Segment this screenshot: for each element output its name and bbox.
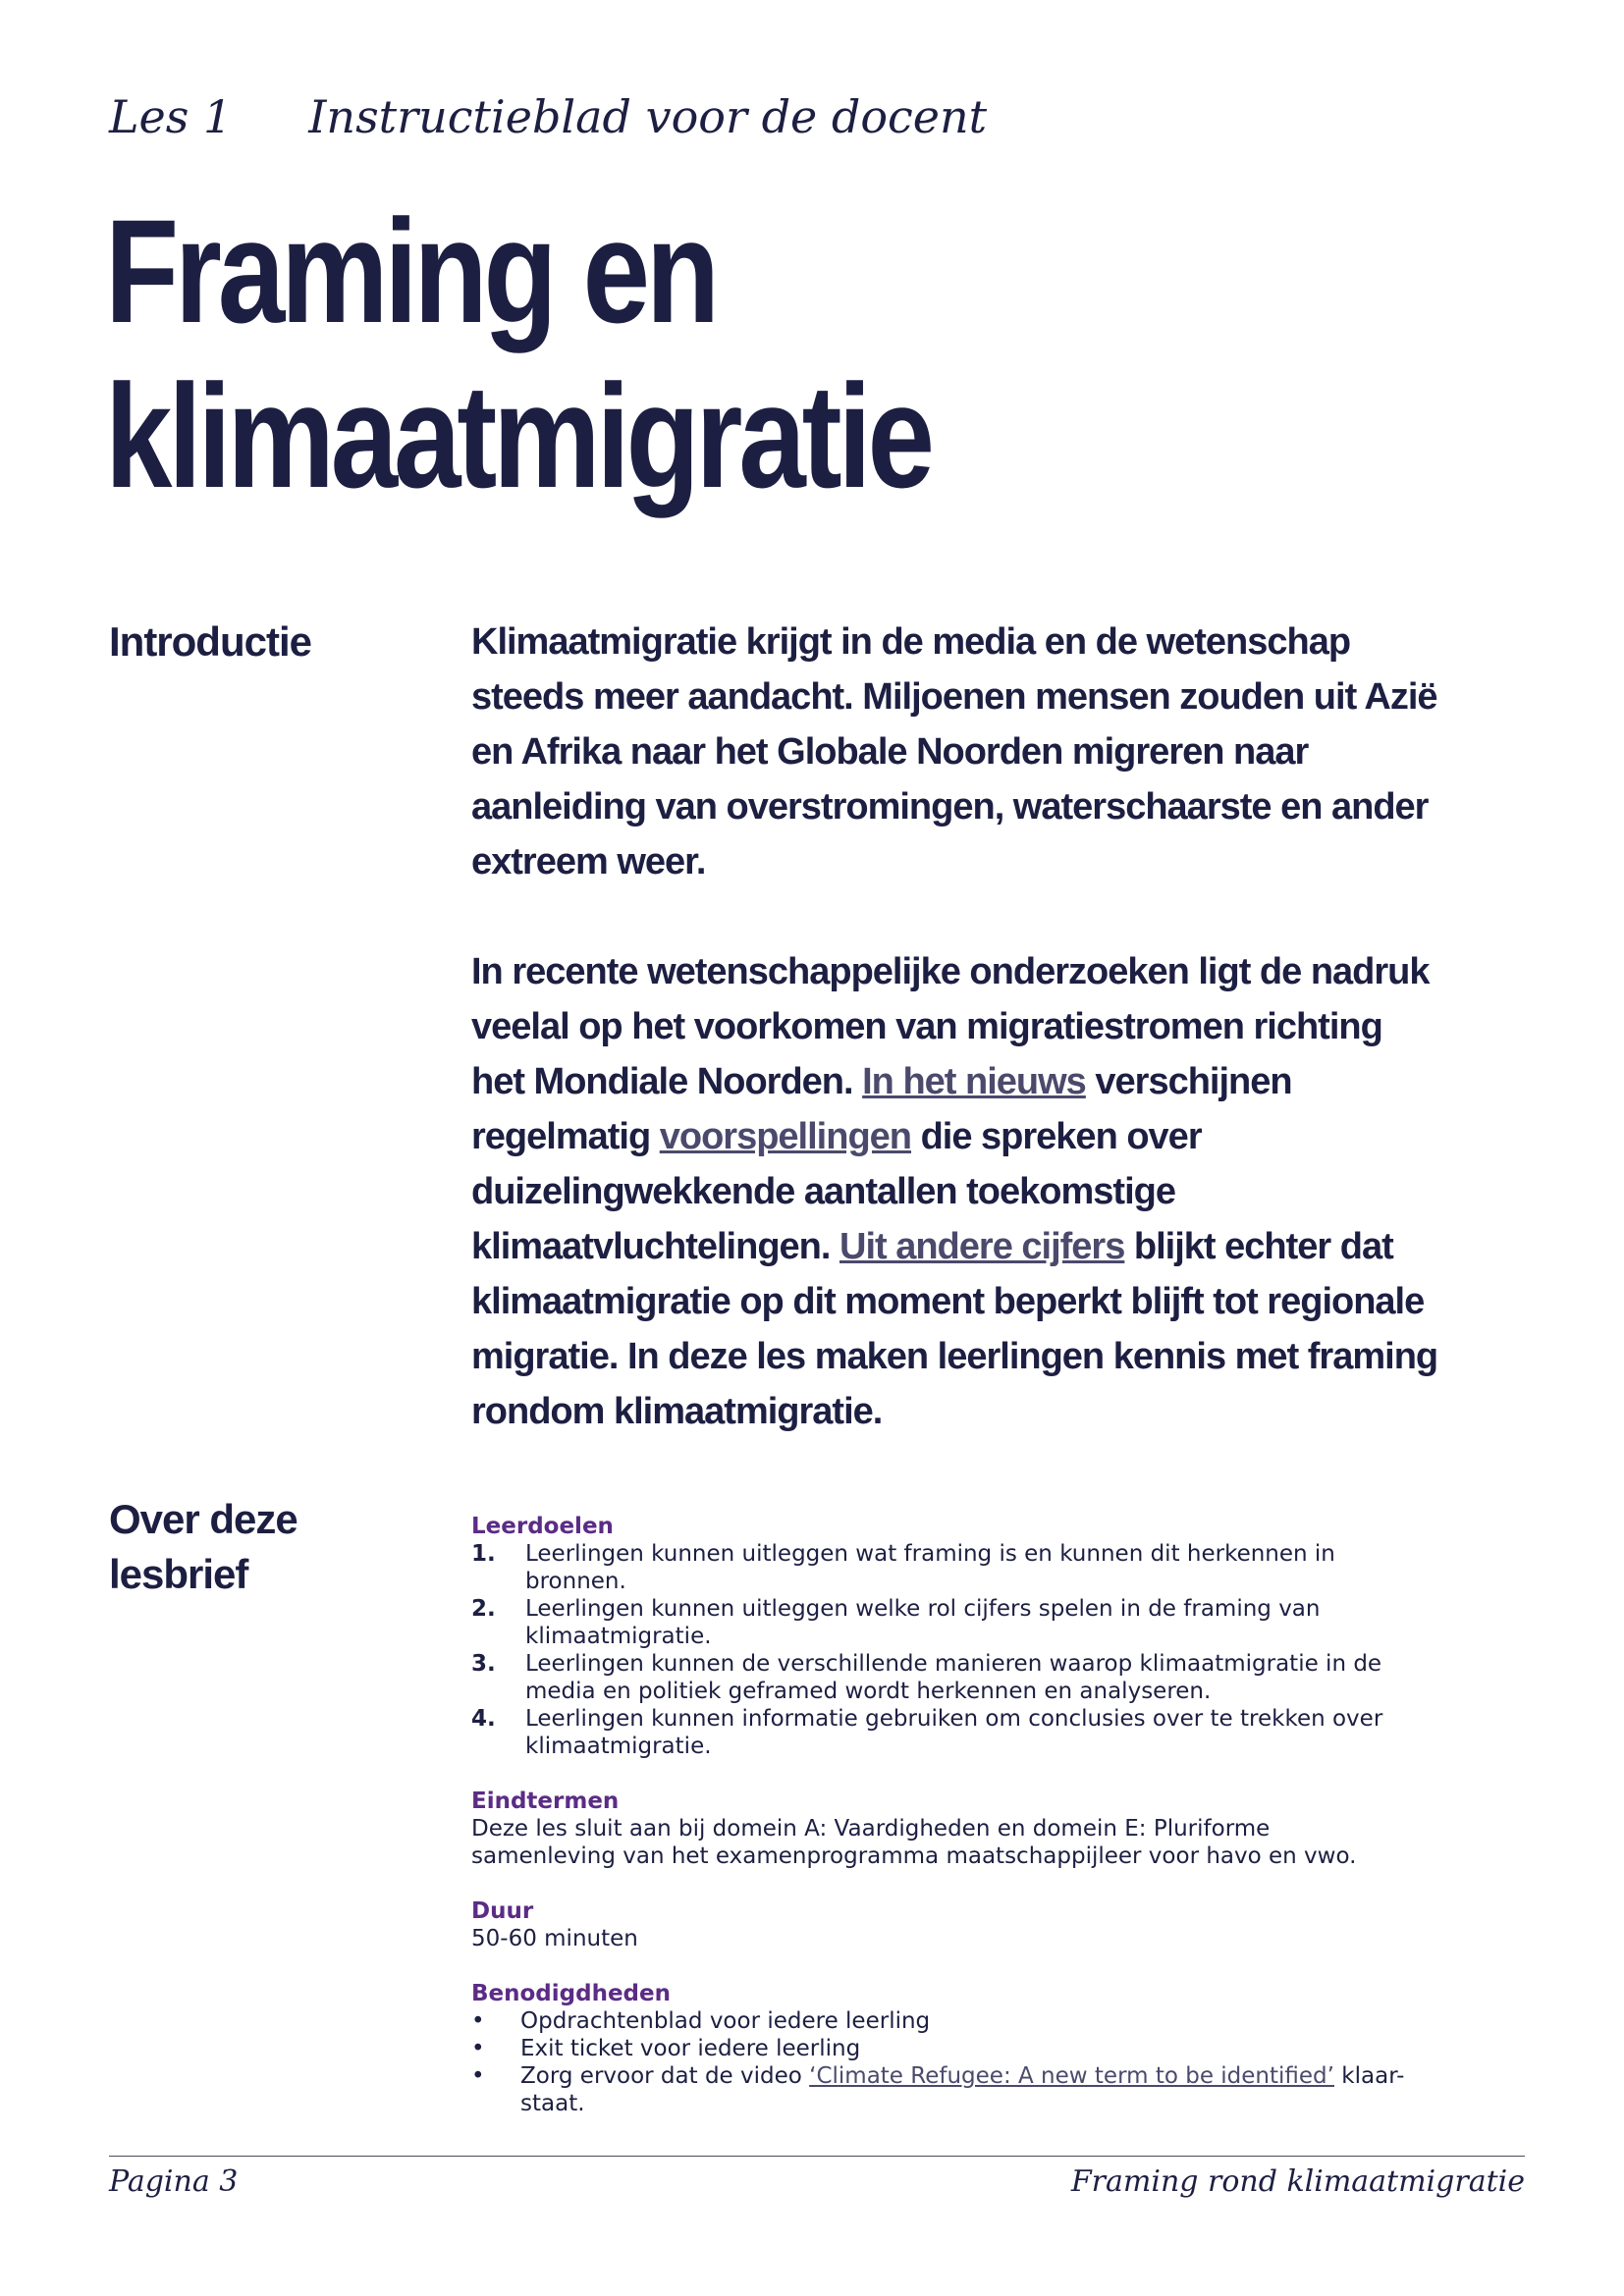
about-label xyxy=(109,1492,298,1602)
link-in-het-nieuws[interactable]: In het nieuws xyxy=(862,1061,1086,1102)
bullet-icon: • xyxy=(471,2063,485,2089)
goal-text: Leerlingen kunnen informatie gebruiken om conclusies over te trekken over klimaatmigratie. xyxy=(525,1706,1383,1759)
endterms-text: Deze les sluit aan bij domein A: Vaardigheden en domein E: Pluriforme samenleving van het examenprogramma maatschappijleer voor havo en vwo. xyxy=(471,1816,1357,1869)
supply-text: klaar-staat. xyxy=(520,2063,1405,2116)
list-item xyxy=(471,1705,1414,1760)
lesson-details xyxy=(471,1513,1414,2145)
list-item xyxy=(471,2035,1414,2062)
intro-text-span: die spreken over duizelingwekkende aantallen toekomstige klimaatvluchtelingen. xyxy=(471,1116,1202,1267)
supply-text: Zorg ervoor dat de video xyxy=(520,2063,810,2089)
supply-text: Opdrachtenblad voor iedere leerling xyxy=(520,2008,931,2034)
intro-paragraph-2 xyxy=(471,944,1443,1439)
intro-text-span: blijkt echter dat klimaatmigratie op dit moment beperkt blijft tot regionale migratie. In deze les maken leerlingen kennis met framing rondom klimaatmigratie. xyxy=(471,1226,1438,1432)
link-uit-andere-cijfers[interactable]: Uit andere cijfers xyxy=(839,1226,1125,1267)
list-item xyxy=(471,1540,1414,1595)
supply-text: Exit ticket voor iedere leerling xyxy=(520,2036,861,2061)
goal-text: Leerlingen kunnen de verschillende manieren waarop klimaatmigratie in de media en politiek geframed wordt herkennen en analyseren. xyxy=(525,1651,1382,1704)
supplies-block xyxy=(471,1980,1414,2117)
intro-text-span: verschijnen regelmatig xyxy=(471,1061,1292,1157)
intro-text xyxy=(471,614,1443,1439)
supplies-heading: Benodigdheden xyxy=(471,1981,671,2006)
endterms-heading: Eindtermen xyxy=(471,1789,620,1814)
goals-list xyxy=(471,1540,1414,1760)
title-line-2: klimaatmigratie xyxy=(105,353,931,518)
intro-label: Introductie xyxy=(109,618,311,665)
about-label-line-1: Over deze xyxy=(109,1496,298,1542)
goal-text: Leerlingen kunnen uitleggen wat framing is en kunnen dit herkennen in bronnen. xyxy=(525,1541,1335,1594)
link-climate-refugee-video[interactable]: ‘Climate Refugee: A new term to be identified’ xyxy=(809,2063,1334,2089)
endterms-block xyxy=(471,1788,1414,1870)
page-header xyxy=(109,90,987,143)
bullet-icon: • xyxy=(471,2008,485,2034)
intro-text-span: In recente wetenschappelijke onderzoeken ligt de nadruk veelal op het voorkomen van migratiestromen richting het Mondiale Noorden. xyxy=(471,951,1430,1102)
lesson-number: Les 1 xyxy=(109,90,233,143)
list-item xyxy=(471,1650,1414,1705)
goal-number: 1. xyxy=(471,1541,496,1567)
title-line-1: Framing en xyxy=(105,188,716,353)
goal-number: 4. xyxy=(471,1706,496,1732)
footer-divider xyxy=(109,2156,1525,2157)
duration-block xyxy=(471,1897,1414,1952)
supplies-list xyxy=(471,2007,1414,2117)
goal-text: Leerlingen kunnen uitleggen welke rol cijfers spelen in de framing van klimaatmigratie. xyxy=(525,1596,1321,1649)
list-item xyxy=(471,2062,1414,2117)
footer-document-title: Framing rond klimaatmigratie xyxy=(1070,2164,1525,2199)
goals-block xyxy=(471,1513,1414,1760)
list-item xyxy=(471,1595,1414,1650)
goal-number: 2. xyxy=(471,1596,496,1622)
duration-heading: Duur xyxy=(471,1898,534,1924)
page-title xyxy=(105,188,931,518)
goal-number: 3. xyxy=(471,1651,496,1677)
bullet-icon: • xyxy=(471,2036,485,2061)
duration-text: 50-60 minuten xyxy=(471,1926,638,1951)
document-type: Instructieblad voor de docent xyxy=(308,90,988,143)
about-label-line-2: lesbrief xyxy=(109,1551,248,1597)
intro-paragraph-1: Klimaatmigratie krijgt in de media en de wetenschap steeds meer aandacht. Miljoenen mensen zouden uit Azië en Afrika naar het Globale Noorden migreren naar aanleiding van overstromingen, waterschaarste en ander extreem weer. xyxy=(471,621,1437,882)
link-voorspellingen[interactable]: voorspellingen xyxy=(659,1116,912,1157)
goals-heading: Leerdoelen xyxy=(471,1514,614,1539)
list-item xyxy=(471,2007,1414,2035)
page-number: Pagina 3 xyxy=(109,2164,239,2199)
